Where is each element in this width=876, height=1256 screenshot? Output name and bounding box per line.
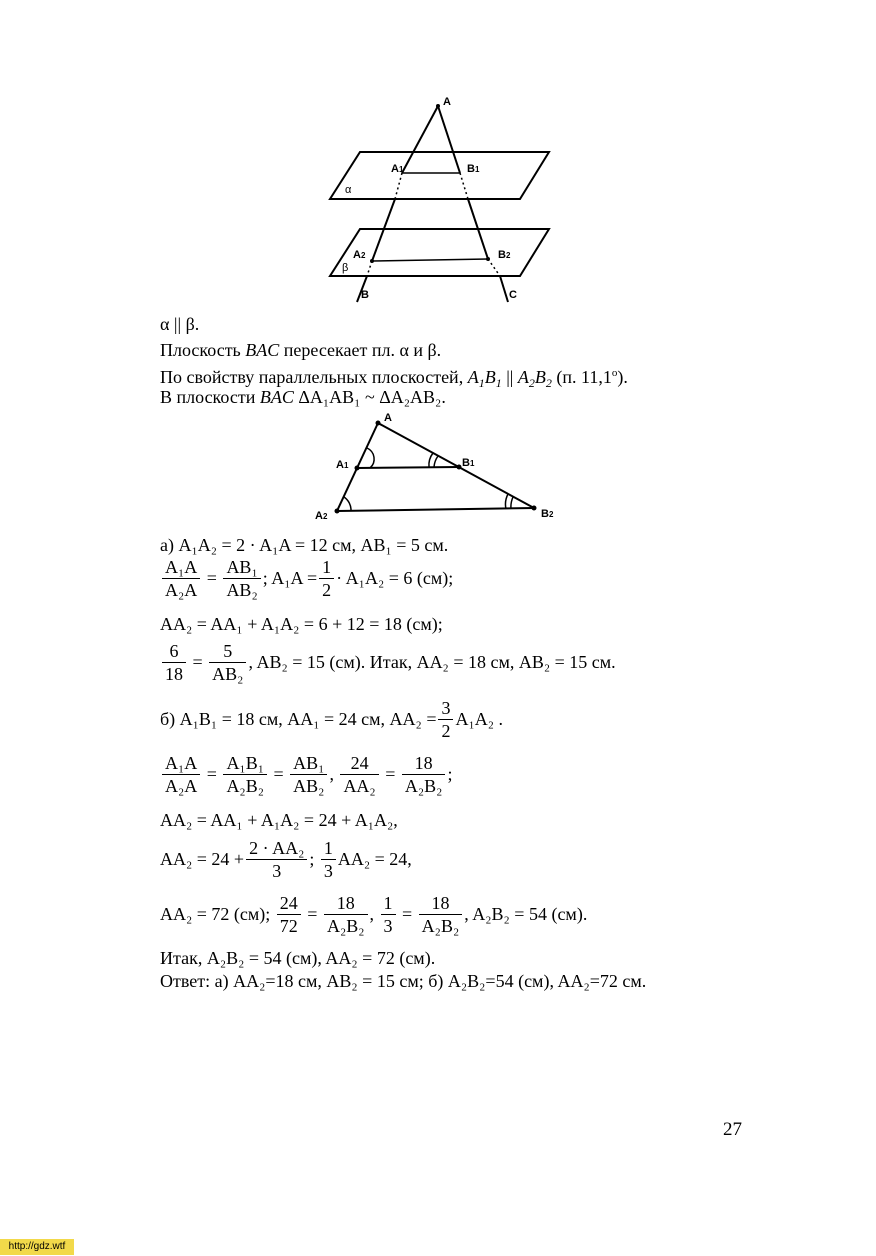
- fig1-label-A1: A1: [391, 163, 404, 175]
- plane-bac-statement: Плоскость BAC пересекает пл. α и β.: [160, 340, 442, 360]
- fig1-label-B2: B2: [498, 249, 511, 261]
- fig1-label-B: B: [361, 289, 369, 301]
- part-a-given: а) A₁A₂ = 2 · A₁A = 12 см, AB₁ = 5 см.: [160, 535, 449, 555]
- plane-alpha: [330, 152, 549, 199]
- similar-triangles-figure: [320, 410, 570, 530]
- fig2-label-B2: B2: [541, 508, 554, 520]
- fig2-label-B1: B1: [462, 457, 475, 469]
- answer-line: Ответ: а) AA₂=18 см, AB₂ = 15 см; б) A₂B₂=54 (см), AA₂=72 см.: [160, 971, 647, 991]
- property-statement: По свойству параллельных плоскостей, $A_1B_1$ || $A_2B_2$ (п. 11,1$^o$).: [160, 367, 628, 390]
- parallel-statement: α || β.: [160, 314, 200, 334]
- page-number: 27: [723, 1119, 742, 1140]
- part-a-proportion: $\frac{\text{A₁A}}{\text{A₂A}}$ = $\frac{\text{AB₁}}{\text{AB₂}}$ ; A₁A = $\frac{1}{2}$ · A₁A₂ = 6 (см);: [160, 556, 453, 601]
- fig1-label-beta: β: [342, 262, 349, 274]
- part-b-proportion: $\frac{\text{A₁A}}{\text{A₂A}}$ = $\frac{\text{A₁B₁}}{\text{A₂B₂}}$ = $\frac{\text{AB₁}}{\text{AB₂}}$ , $\frac{24}{\text{AA₂}}$ = $\frac{18}{\text{A₂B₂}}$ ;: [160, 752, 452, 797]
- fig1-label-B1: B1: [467, 163, 480, 175]
- part-a-sum: AA₂ = AA₁ + A₁A₂ = 6 + 12 = 18 (см);: [160, 614, 443, 634]
- fig1-label-A2: A2: [353, 249, 366, 261]
- part-b-equation: AA₂ = 24 + $\frac{\text{2 · AA₂}}{3}$ ; $\frac{1}{3}$ AA₂ = 24,: [160, 838, 412, 881]
- fig1-label-alpha: α: [345, 184, 352, 196]
- part-b-sum: AA₂ = AA₁ + A₁A₂ = 24 + A₁A₂,: [160, 810, 398, 830]
- similarity-statement: В плоскости BAC ΔA₁AB₁ ~ ΔA₂AB₂.: [160, 387, 446, 407]
- fig2-label-A: A: [384, 412, 392, 424]
- fig1-label-A: A: [443, 96, 451, 108]
- part-b-given: б) A₁B₁ = 18 см, AA₁ = 24 см, AA₂ = $\frac{3}{2}$ A₁A₂ .: [160, 698, 504, 741]
- part-a-result: $\frac{6}{18}$ = $\frac{5}{\text{AB₂}}$ , AB₂ = 15 (см). Итак, AA₂ = 18 см, AB₂ = 15 см.: [160, 640, 616, 685]
- fig1-label-C: C: [509, 289, 517, 301]
- parallel-planes-figure: [320, 95, 560, 310]
- fig2-label-A1: A1: [336, 459, 349, 471]
- watermark-link[interactable]: http://gdz.wtf: [0, 1239, 74, 1255]
- part-b-result: AA₂ = 72 (см); $\frac{24}{72}$ = $\frac{18}{\text{A₂B₂}}$ , $\frac{1}{3}$ = $\frac{18}{\text{A₂B₂}}$ , A₂B₂ = 54 (см).: [160, 893, 588, 936]
- fig2-label-A2: A2: [315, 510, 328, 522]
- part-b-conclusion: Итак, A₂B₂ = 54 (см), AA₂ = 72 (см).: [160, 948, 436, 968]
